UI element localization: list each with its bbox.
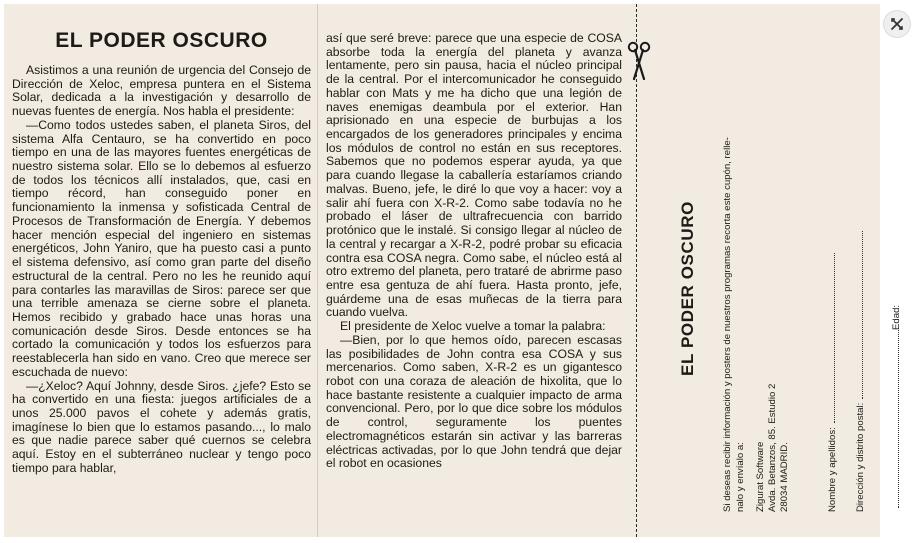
address-field [854,231,866,512]
address-line-3: 28034 MADRID. [779,442,790,512]
paragraph: —Como todos ustedes saben, el planeta Siros, del sistema Alfa Centauro, se ha convertido en poco tiempo en una de las mayores fuentes energéticas de nuestro sistema solar. Ello se lo debemos al esfuerzo de todos los técnicos allí instalados, que, casi en tiempo récord, han conseguido poner en funcionamiento la inmensa y sofisticada Central de Procesos de Transformación de Energía. Y debemos hacer mención especial del ingeniero en sistemas energéticos, John Yaniro, que ha puesto casi a punto el sistema defensivo, así como gran parte del diseño estructural de la central. Pero no les he reunido aquí para contarles las maravillas de Siros: parece ser que una terrible amenaza se cierne sobre el planeta. Hemos recibido y grabado hace unas horas una comunicación desde Siros. Desde entonces se ha cortado la comunicación y todos los esfuerzos para reestablecerla han sido en vano. Creo que merece ser escuchada de nuevo: [12,117,311,379]
coupon-instruction-line-2: nalo y envíalo a: [735,442,746,512]
close-button[interactable] [883,10,911,38]
article-column-1 [4,4,316,537]
paragraph: —¿Xeloc? Aquí Johnny, desde Siros. ¿jefe? Esto se ha convertido en una fiesta: juegos artificiales de a unos 25.000 pavos el cohete y además gratis, imagínese lo bien que lo estamos pasando..., lo malo es que nadie parece saber qué cuernos se celebra aquí. Estoy en el subterráneo nuclear y tengo poco tiempo para hablar, [12,378,311,475]
coupon-instruction-line-1: Si deseas recibir información y posters de nuestros programas recorta este cupón, relle- [722,137,733,512]
extra-field-line [890,330,899,508]
cut-line [636,4,637,537]
paragraph: Asistimos a una reunión de urgencia del Consejo de Dirección de Xeloc, empresa puntera en el Sistema Solar, dedicada a la investigación y desarrollo de nuevas fuentes de energía. Nos habla el presidente: [12,63,311,119]
paragraph: así que seré breve: parece que una especie de COSA absorbe toda la energía del planeta y avanza lentamente, pero sin pausa, hacia el núcleo principal de la central. Por el intercomunicador he conseguido hablar con Mats y me ha dicho que una legión de naves enemigas deambula por el exterior. Han aprisionado en una especie de burbujas a los encargados de los generadores principales y encima los módulos de control no están en sus receptores. Sabemos que no podemos esperar ayuda, ya que para cuando llegase la caballería estaríamos criando malvas. Bueno, jefe, le diré lo que voy a hacer: voy a salir ahí fuera con X-R-2. Como sabe todavía no he probado el láser de ultrafrecuencia con barrido protónico que le instalé. Si consigo llegar al núcleo de la central y recargar a X-R-2, podré probar su eficacia contra esa COSA negra. Como sabe, el núcleo está al otro extremo del planeta, pero trataré de abrirme paso entre esa gentuza de ahí fuera. Hasta pronto, jefe, guárdeme una de esas muñecas de la tierra para cuando vuelva. [326,31,622,320]
name-field-label: Nombre y apellidos: [827,427,838,512]
address-line-2: Avda. Betanzos, 85. Estudio 2 [767,383,778,512]
address-field-line [854,231,863,399]
name-field-line [826,253,835,423]
close-icon [890,17,904,31]
paragraph: —Bien, por lo que hemos oído, parecen escasas las posibilidades de John contra esa COSA y sus mercenarios. Como saben, X-R-2 es un gigantesco robot con una coraza de aleación de hixolita, que lo hace bastante resistente a cualquier impacto de arma convencional. Pero, por lo que dice sobre los módulos de control, seguramente los puentes electromagnéticos estarán sin activar y las barreras eléctricas activadas, por lo que John tendrá que dejar el robot en ocasiones [326,332,622,471]
address-field-label: Dirección y distrito postal: [855,402,866,512]
paragraph: El presidente de Xeloc vuelve a tomar la palabra: [340,319,606,334]
name-field [826,253,838,512]
address-field-extra [890,305,902,512]
coupon-title: EL PODER OSCURO [678,201,697,376]
address-line-1: Zigurat Software [755,441,766,512]
age-field-label: Edad: [891,304,902,330]
article-title: EL PODER OSCURO [55,29,268,52]
coupon [638,4,902,537]
brochure-page [4,4,902,537]
article-column-2 [318,4,630,537]
